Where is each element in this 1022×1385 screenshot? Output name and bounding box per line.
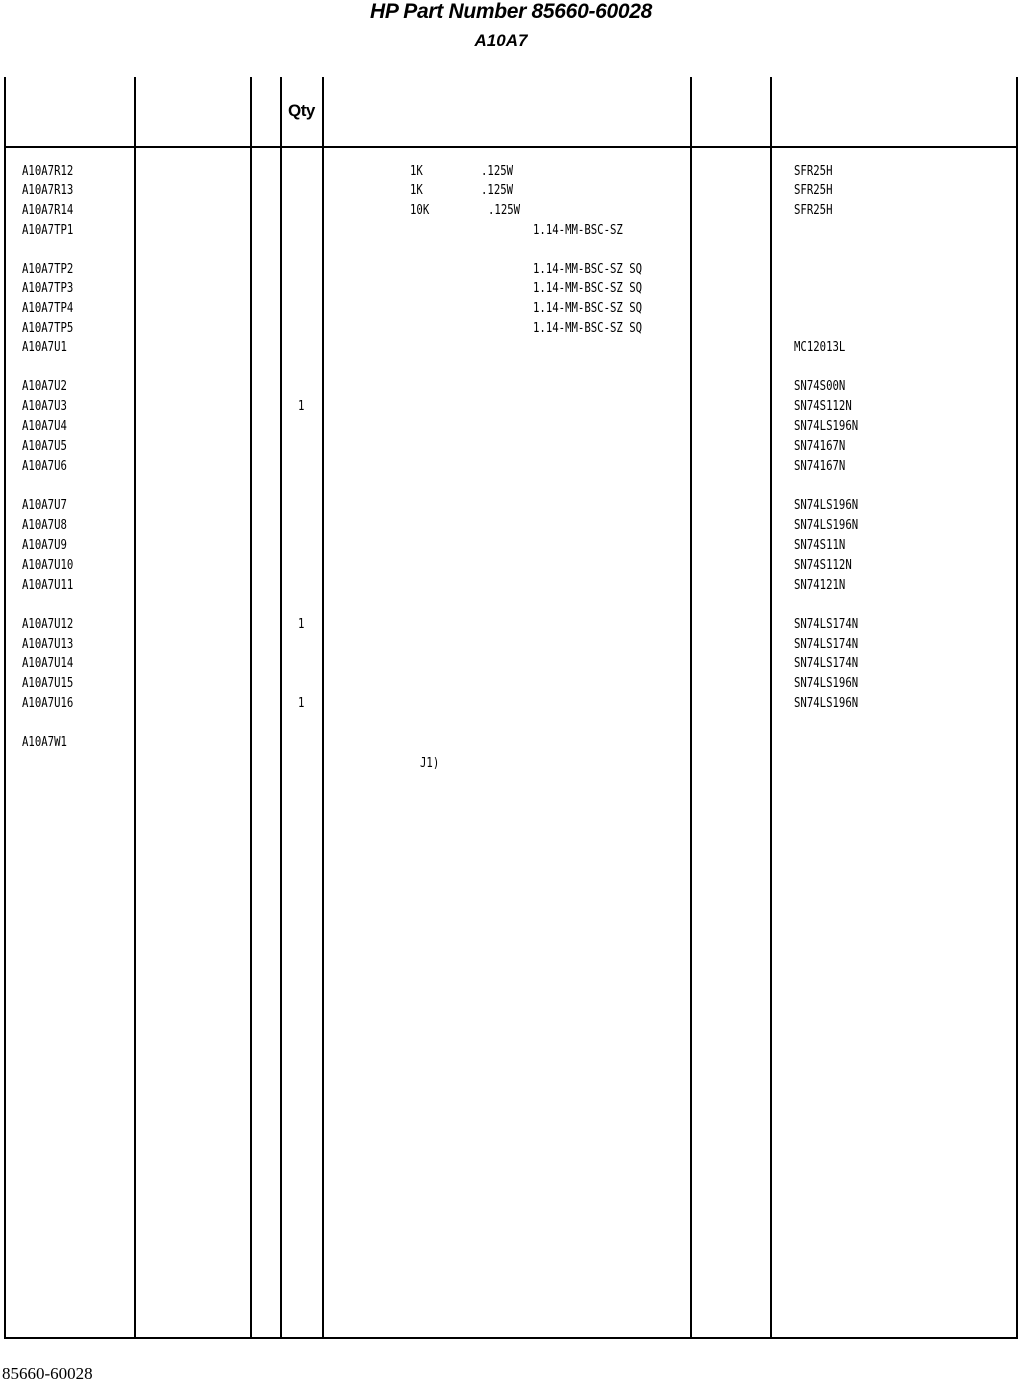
qty-column-header: Qty bbox=[288, 101, 315, 120]
column-divider bbox=[322, 77, 324, 1339]
ref-designator: A10A7TP2 bbox=[22, 262, 74, 277]
ref-designator: A10A7U9 bbox=[22, 538, 67, 553]
mfr-part-number: SN74S112N bbox=[794, 399, 852, 414]
ref-designator: A10A7U8 bbox=[22, 518, 67, 533]
mfr-part-number: SN74LS196N bbox=[794, 518, 859, 533]
description-value: J1) bbox=[420, 756, 440, 771]
ref-designator: A10A7U3 bbox=[22, 399, 67, 414]
ref-designator: A10A7U2 bbox=[22, 379, 67, 394]
description-text: 1.14-MM-BSC-SZ SQ bbox=[533, 281, 643, 296]
description-value: 10K bbox=[410, 203, 430, 218]
ref-designator: A10A7U14 bbox=[22, 656, 74, 671]
mfr-part-number: SN74LS174N bbox=[794, 617, 859, 632]
mfr-part-number: SN74S00N bbox=[794, 379, 846, 394]
mfr-part-number: SN74167N bbox=[794, 459, 846, 474]
description-rating: .125W bbox=[481, 183, 514, 198]
mfr-part-number: SN74LS174N bbox=[794, 637, 859, 652]
mfr-part-number: SN74167N bbox=[794, 439, 846, 454]
ref-designator: A10A7TP1 bbox=[22, 223, 74, 238]
description-value: 1K bbox=[410, 183, 423, 198]
mfr-part-number: SN74LS196N bbox=[794, 676, 859, 691]
table-bottom-rule bbox=[4, 1337, 1018, 1339]
column-divider bbox=[134, 77, 136, 1339]
mfr-part-number: SN74LS174N bbox=[794, 656, 859, 671]
qty-cell: 1 bbox=[298, 617, 305, 632]
table-border-right bbox=[1016, 77, 1018, 1339]
ref-designator: A10A7U15 bbox=[22, 676, 74, 691]
mfr-part-number: SN74S11N bbox=[794, 538, 846, 553]
mfr-part-number: SFR25H bbox=[794, 183, 833, 198]
ref-designator: A10A7TP5 bbox=[22, 321, 74, 336]
mfr-part-number: SN74LS196N bbox=[794, 498, 859, 513]
mfr-part-number: SFR25H bbox=[794, 164, 833, 179]
mfr-part-number: SN74LS196N bbox=[794, 419, 859, 434]
ref-designator: A10A7R14 bbox=[22, 203, 74, 218]
description-text: 1.14-MM-BSC-SZ SQ bbox=[533, 301, 643, 316]
page-footer: 85660-60028 bbox=[2, 1364, 93, 1383]
column-divider bbox=[250, 77, 252, 1339]
description-text: 1.14-MM-BSC-SZ SQ bbox=[533, 262, 643, 277]
ref-designator: A10A7U5 bbox=[22, 439, 67, 454]
column-divider bbox=[280, 77, 282, 1339]
header-rule bbox=[4, 146, 1018, 148]
description-text: 1.14-MM-BSC-SZ SQ bbox=[533, 321, 643, 336]
mfr-part-number: SN74LS196N bbox=[794, 696, 859, 711]
ref-designator: A10A7TP4 bbox=[22, 301, 74, 316]
mfr-part-number: MC12013L bbox=[794, 340, 846, 355]
ref-designator: A10A7TP3 bbox=[22, 281, 74, 296]
column-divider bbox=[690, 77, 692, 1339]
ref-designator: A10A7U16 bbox=[22, 696, 74, 711]
table-border-left bbox=[4, 77, 6, 1339]
description-rating: .125W bbox=[488, 203, 521, 218]
ref-designator: A10A7R13 bbox=[22, 183, 74, 198]
qty-cell: 1 bbox=[298, 399, 305, 414]
ref-designator: A10A7U12 bbox=[22, 617, 74, 632]
ref-designator: A10A7U6 bbox=[22, 459, 67, 474]
ref-designator: A10A7W1 bbox=[22, 735, 67, 750]
ref-designator: A10A7U4 bbox=[22, 419, 67, 434]
page-title: HP Part Number 85660-60028 bbox=[369, 0, 653, 23]
qty-cell: 1 bbox=[298, 696, 305, 711]
assembly-subtitle: A10A7 bbox=[474, 31, 528, 50]
ref-designator: A10A7U13 bbox=[22, 637, 74, 652]
ref-designator: A10A7U1 bbox=[22, 340, 67, 355]
mfr-part-number: SFR25H bbox=[794, 203, 833, 218]
mfr-part-number: SN74S112N bbox=[794, 558, 852, 573]
description-text: 1.14-MM-BSC-SZ bbox=[533, 223, 623, 238]
ref-designator: A10A7U10 bbox=[22, 558, 74, 573]
mfr-part-number: SN74121N bbox=[794, 578, 846, 593]
column-divider bbox=[770, 77, 772, 1339]
description-rating: .125W bbox=[481, 164, 514, 179]
description-value: 1K bbox=[410, 164, 423, 179]
ref-designator: A10A7U7 bbox=[22, 498, 67, 513]
ref-designator: A10A7R12 bbox=[22, 164, 74, 179]
ref-designator: A10A7U11 bbox=[22, 578, 74, 593]
